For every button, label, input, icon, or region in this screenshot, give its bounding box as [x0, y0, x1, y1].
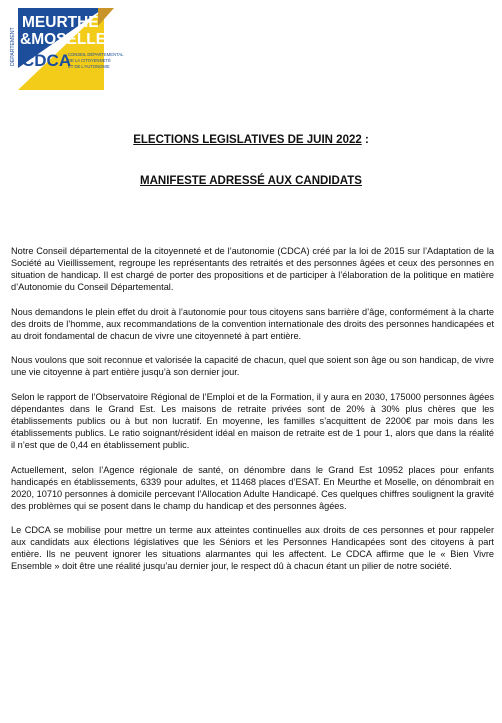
logo-acronym: CDCA: [22, 51, 72, 70]
logo-side-label: DÉPARTEMENT: [10, 27, 16, 66]
title-line-1: ELECTIONS LEGISLATIVES DE JUIN 2022: [133, 134, 362, 146]
cdca-logo: [6, 4, 124, 90]
paragraph: Actuellement, selon l’Agence régionale de santé, on dénombre dans le Grand Est 10952 places pour enfants handicapés en établissements, 6339 pour adultes, et 11468 places d’ESAT. En Meurthe et Moselle, on dénombrait en 2020, 10710 personnes à domicile percevant l’Allocation Adulte Handicapé. Ces quelques chiffres soulignent la gravité des problèmes qui se posent dans le champ du handicap et des personnes âgées.: [11, 464, 494, 511]
paragraph: Nous voulons que soit reconnue et valorisée la capacité de chacun, quel que soient son âge ou son handicap, de vivre une vie citoyenne à part entière jusqu’à son dernier jour.: [11, 355, 494, 378]
paragraph: Le CDCA se mobilise pour mettre un terme aux atteintes continuelles aux droits de ces personnes et pour rappeler aux candidats aux élections législatives que les Séniors et les Personnes Handicapées sont des citoyens à part entière. Ils ne peuvent ignorer les situations alarmantes qui les affectent. Le CDCA affirme que le « Bien Vivre Ensemble » doit être une réalité jusqu’au dernier jour, le respect dû à chacun étant un pilier de notre société.: [11, 525, 494, 572]
logo-line-1: MEURTHE: [22, 14, 99, 31]
logo-subtitle-2: DE LA CITOYENNETÉ: [68, 58, 111, 63]
logo-subtitle-1: CONSEIL DÉPARTEMENTAL: [68, 52, 124, 57]
document-subtitle: [0, 174, 502, 189]
paragraph: Nous demandons le plein effet du droit à l’autonomie pour tous citoyens sans barrière d’âge, conformément à la charte des droits de l’homme, aux recommandations de la convention internationale des droits des personnes handicapées et au droit fondamental de chacun de vivre une citoyenneté à part entière.: [11, 306, 494, 341]
document-body: [11, 245, 494, 585]
paragraph: Notre Conseil départemental de la citoyenneté et de l’autonomie (CDCA) créé par la loi de 2015 sur l’Adaptation de la Société au Vieillissement, regroupe les représentants des retraités et des personnes âgées et ceux des personnes en situation de handicap. Il est chargé de porter des propositions et de participer à l’élaboration de la politique en matière d’Autonomie du Conseil Départemental.: [11, 246, 494, 293]
document-headings: [0, 133, 502, 189]
logo-graphic: [6, 4, 124, 90]
title-line-1-suffix: :: [361, 134, 369, 146]
title-line-2: MANIFESTE ADRESSÉ AUX CANDIDATS: [140, 175, 362, 187]
document-title: [0, 133, 502, 148]
paragraph: Selon le rapport de l’Observatoire Régional de l’Emploi et de la Formation, il y aura en 2030, 175000 personnes âgées dépendantes dans le Grand Est. Les maisons de retraite privées sont de 20% à 30% plus chères que les établissements publics ou à but non lucratif. En moyenne, les familles s’acquittent de 2200€ par mois dans les établissements publics. Le ratio soignant/résident idéal en maison de retraite est de 1 pour 1, alors que dans la réalité il n’est que de 0,44 en établissement public.: [11, 391, 494, 451]
logo-line-2: &MOSELLE: [20, 31, 107, 48]
logo-subtitle-3: ET DE L'AUTONOMIE: [68, 64, 110, 69]
